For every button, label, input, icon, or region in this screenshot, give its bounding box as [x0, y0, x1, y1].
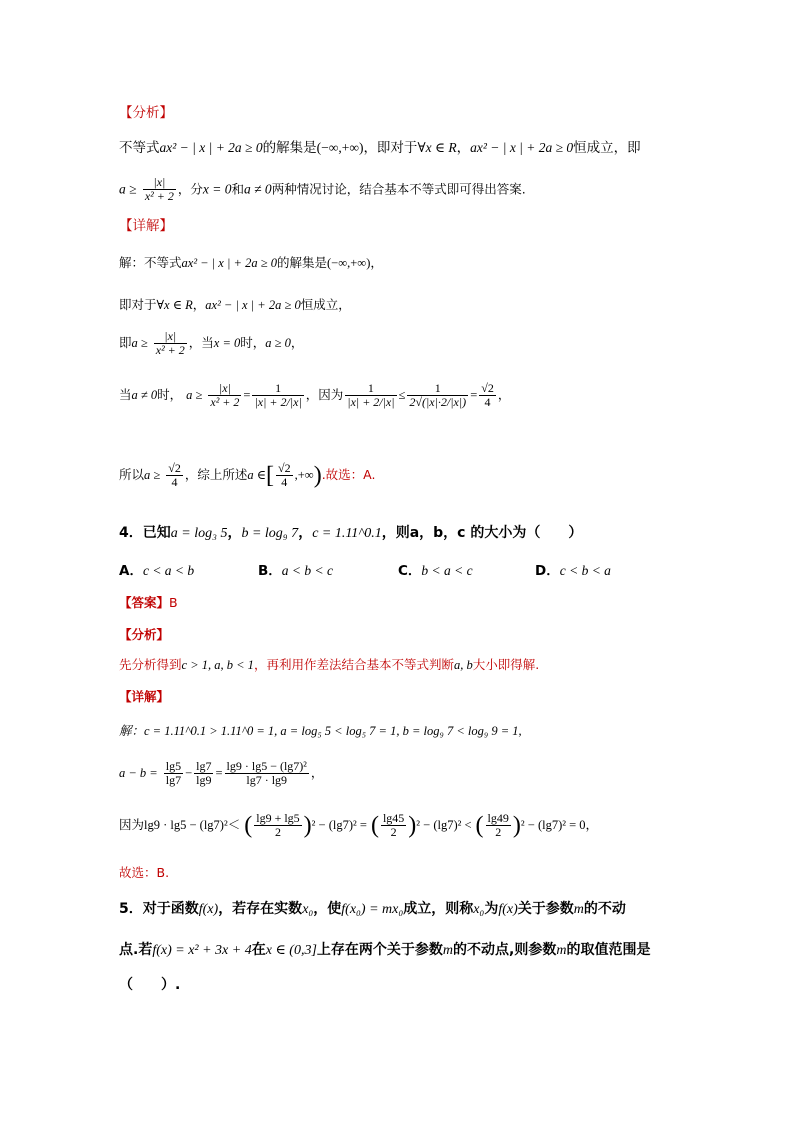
fraction: $\frac{1}{|x| + 2/|x|}$ — [347, 381, 395, 409]
analysis-tag-4: 【分析】 — [119, 627, 170, 642]
detail-tag-3: 【详解】 — [119, 218, 173, 234]
fraction: $\frac{\lg 7}{\lg 9}$ — [196, 759, 212, 787]
detail-4-line-1: 解：c = 1.11^0.1 > 1.11^0 = 1, a = log₅ 5 < log₅ 7 = 1, b = log₉ 7 < log₉ 9 = 1, — [119, 724, 522, 738]
question-4-stem: 4．已知a = log₃ 5，b = log₉ 7，c = 1.11^0.1，则a，b，c 的大小为（ ） — [119, 525, 583, 541]
option-d: D．c < b < a — [535, 563, 611, 579]
fraction: $\frac{1}{2√(|x|\cdot 2/|x|)}$ — [409, 381, 467, 409]
analysis-line-1: 不等式ax² − | x | + 2a ≥ 0的解集是(−∞,+∞)，即对于∀x ∈ R，ax² − | x | + 2a ≥ 0恒成立，即 — [119, 140, 641, 156]
fraction: $\frac{1}{|x| + 2/|x|}$ — [254, 381, 302, 409]
detail-line-4: 当a ≠ 0时， a ≥ $\frac{|x|}{\text{x² + 2}}$ = $\frac{1}{|x| + 2/|x|}$ ，因为 $\frac{1}{|x| + 2/|x|}$ ≤ $\frac{1}{2√(|x|\cdot 2/|x|)}$ = $\frac{√2}{4}$ ， — [119, 381, 511, 409]
detail-line-5: 所以a ≥ $\frac{√2}{4}$ ，综上所述a ∈[ $\frac{√2}{4}$ ,+∞).故选：A. — [119, 461, 376, 489]
option-c: C．b < a < c — [398, 563, 473, 579]
fraction: $\frac{\lg 5}{\lg 7}$ — [165, 759, 182, 787]
answer-line: 【答案】B — [119, 595, 178, 610]
question-5-line-2: 点.若f(x) = x² + 3x + 4在x ∈ (0,3]上存在两个关于参数m的不动点,则参数m的取值范围是 — [119, 942, 651, 958]
fraction: $\frac{\text{lg9 · lg5 − (lg7)²}}{\lg 7 \cdot \lg 9}$ — [226, 759, 307, 787]
fraction: $\frac{|x|}{\text{x² + 2}}$ — [210, 381, 240, 409]
fraction: $\frac{\lg 9 + \lg 5}{2}$ — [256, 811, 300, 839]
option-a: A．c < a < b — [119, 563, 195, 579]
fraction: $\frac{√2}{4}$ — [481, 381, 494, 409]
detail-4-line-3: 因为lg9 · lg5 − (lg7)²＜ ( $\frac{\lg 9 + \lg 5}{2}$ )² − (lg7)² = ( $\frac{\lg 45}{2}$ )² − (lg7)² < ( $\frac{\lg 49}{2}$ )² − (lg7)² = 0， — [119, 811, 599, 839]
fraction: $\frac{√2}{4}$ — [278, 461, 291, 489]
detail-line-2: 即对于∀x ∈ R，ax² − | x | + 2a ≥ 0恒成立， — [119, 297, 351, 312]
detail-line-1: 解：不等式ax² − | x | + 2a ≥ 0的解集是(−∞,+∞)， — [119, 255, 383, 270]
fraction: $\frac{|x|}{\text{x² + 2}}$ — [155, 329, 185, 357]
detail-line-3: 即a ≥ $\frac{|x|}{\text{x² + 2}}$ ，当x = 0时，a ≥ 0， — [119, 329, 304, 357]
fraction: $\frac{|x|}{\text{x² + 2}}$ — [144, 175, 174, 203]
analysis-line-2: a ≥ $\frac{|x|}{\text{x² + 2}}$ ，分x = 0和a ≠ 0两种情况讨论，结合基本不等式即可得出答案. — [119, 175, 526, 203]
fraction: $\frac{\lg 45}{2}$ — [382, 811, 405, 839]
left-bracket: [ — [266, 462, 274, 489]
analysis-tag-3: 【分析】 — [119, 105, 173, 121]
question-5-line-3: （ ）. — [119, 977, 181, 993]
option-b: B．a < b < c — [258, 563, 334, 579]
right-paren: ) — [313, 462, 322, 489]
analysis-4-line: 先分析得到c > 1, a, b < 1，再利用作差法结合基本不等式判断a, b大小即得解. — [119, 657, 540, 672]
fraction: $\frac{√2}{4}$ — [168, 461, 181, 489]
detail-4-line-2: a − b = $\frac{\lg 5}{\lg 7}$ − $\frac{\lg 7}{\lg 9}$ = $\frac{\text{lg9 · lg5 − (lg7)²}}{\lg 7 \cdot \lg 9}$ ， — [119, 759, 324, 787]
detail-tag-4: 【详解】 — [119, 689, 170, 704]
fraction: $\frac{\lg 49}{2}$ — [487, 811, 509, 839]
question-5-line-1: 5．对于函数f(x)，若存在实数x₀，使f(x₀) = mx₀成立，则称x₀为f(x)关于参数m的不动 — [119, 901, 626, 917]
choose-b: 故选：B. — [119, 865, 170, 880]
